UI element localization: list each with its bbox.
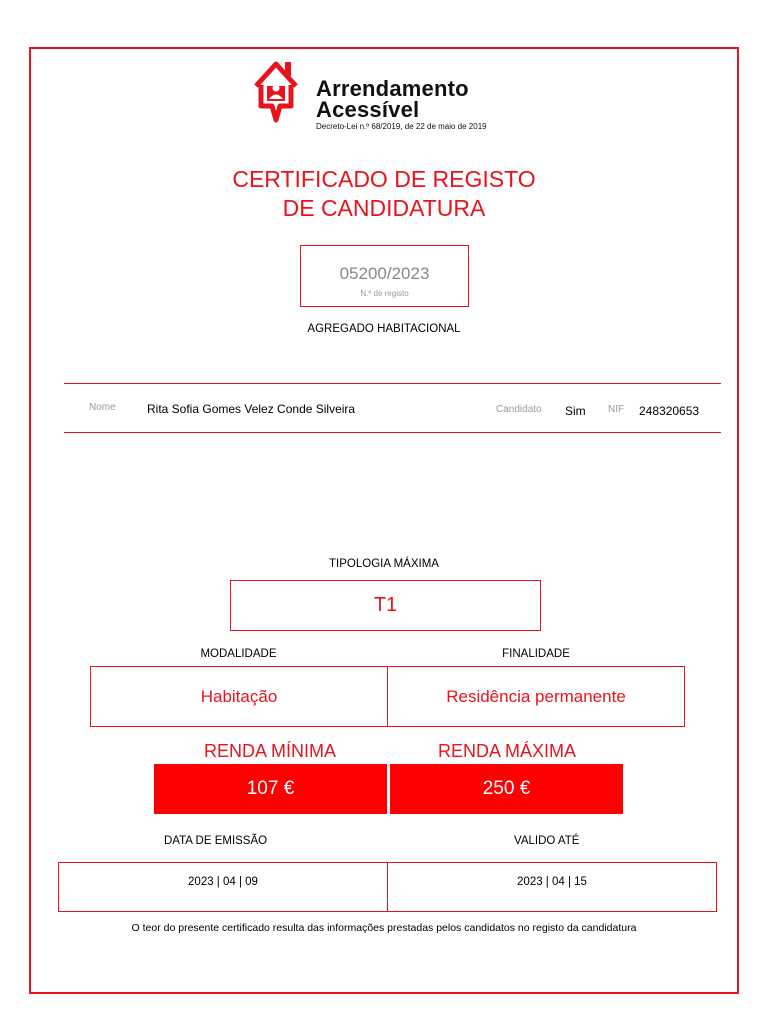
tipologia-box	[230, 580, 541, 631]
divider-top	[64, 383, 721, 384]
finalidade-label: FINALIDADE	[502, 648, 570, 660]
issue-date-label: DATA DE EMISSÃO	[164, 835, 268, 847]
nif-label: NIF	[608, 404, 625, 415]
logo-line1: Arrendamento	[316, 76, 469, 101]
tipologia-label: TIPOLOGIA MÁXIMA	[329, 558, 439, 570]
logo-title	[316, 78, 469, 120]
divider-bottom	[64, 432, 721, 433]
certificate-title-line1: CERTIFICADO DE REGISTO	[232, 166, 536, 192]
registration-number: 05200/2023	[339, 264, 430, 283]
name-label: Nome	[89, 402, 116, 413]
modalidade-box	[90, 666, 388, 727]
finalidade-value: Residência permanente	[446, 686, 626, 706]
modalidade-value: Habitação	[200, 686, 278, 706]
finalidade-box	[387, 666, 685, 727]
renda-minima-label: RENDA MÍNIMA	[204, 741, 337, 761]
renda-minima-value: 107 €	[246, 778, 295, 799]
renda-minima-box	[154, 764, 387, 814]
logo-line2: Acessível	[316, 97, 420, 122]
house-logo-icon	[252, 58, 300, 124]
valid-until-label: VALIDO ATÉ	[514, 835, 580, 847]
candidate-label: Candidato	[496, 404, 542, 415]
renda-maxima-label: RENDA MÁXIMA	[438, 741, 577, 761]
issue-date-box	[58, 862, 388, 912]
certificate-title-line2: DE CANDIDATURA	[282, 195, 486, 221]
renda-maxima-box	[390, 764, 623, 814]
candidate-name: Rita Sofia Gomes Velez Conde Silveira	[147, 402, 356, 416]
registration-box	[300, 245, 469, 307]
household-heading: AGREGADO HABITACIONAL	[307, 323, 461, 335]
tipologia-value: T1	[373, 594, 398, 616]
modalidade-label: MODALIDADE	[200, 648, 277, 660]
footer-note: O teor do presente certificado resulta das informações prestadas pelos candidatos no registo da candidatura	[131, 922, 637, 934]
decree-reference: Decreto-Lei n.º 68/2019, de 22 de maio de 2019	[316, 122, 487, 131]
registration-label: N.º de registo	[360, 289, 409, 298]
renda-maxima-value: 250 €	[482, 778, 531, 799]
nif-value: 248320653	[639, 404, 700, 418]
issue-date-value: 2023 | 04 | 09	[188, 876, 258, 888]
valid-until-box	[387, 862, 717, 912]
candidate-value: Sim	[565, 404, 586, 418]
valid-until-value: 2023 | 04 | 15	[517, 876, 587, 888]
